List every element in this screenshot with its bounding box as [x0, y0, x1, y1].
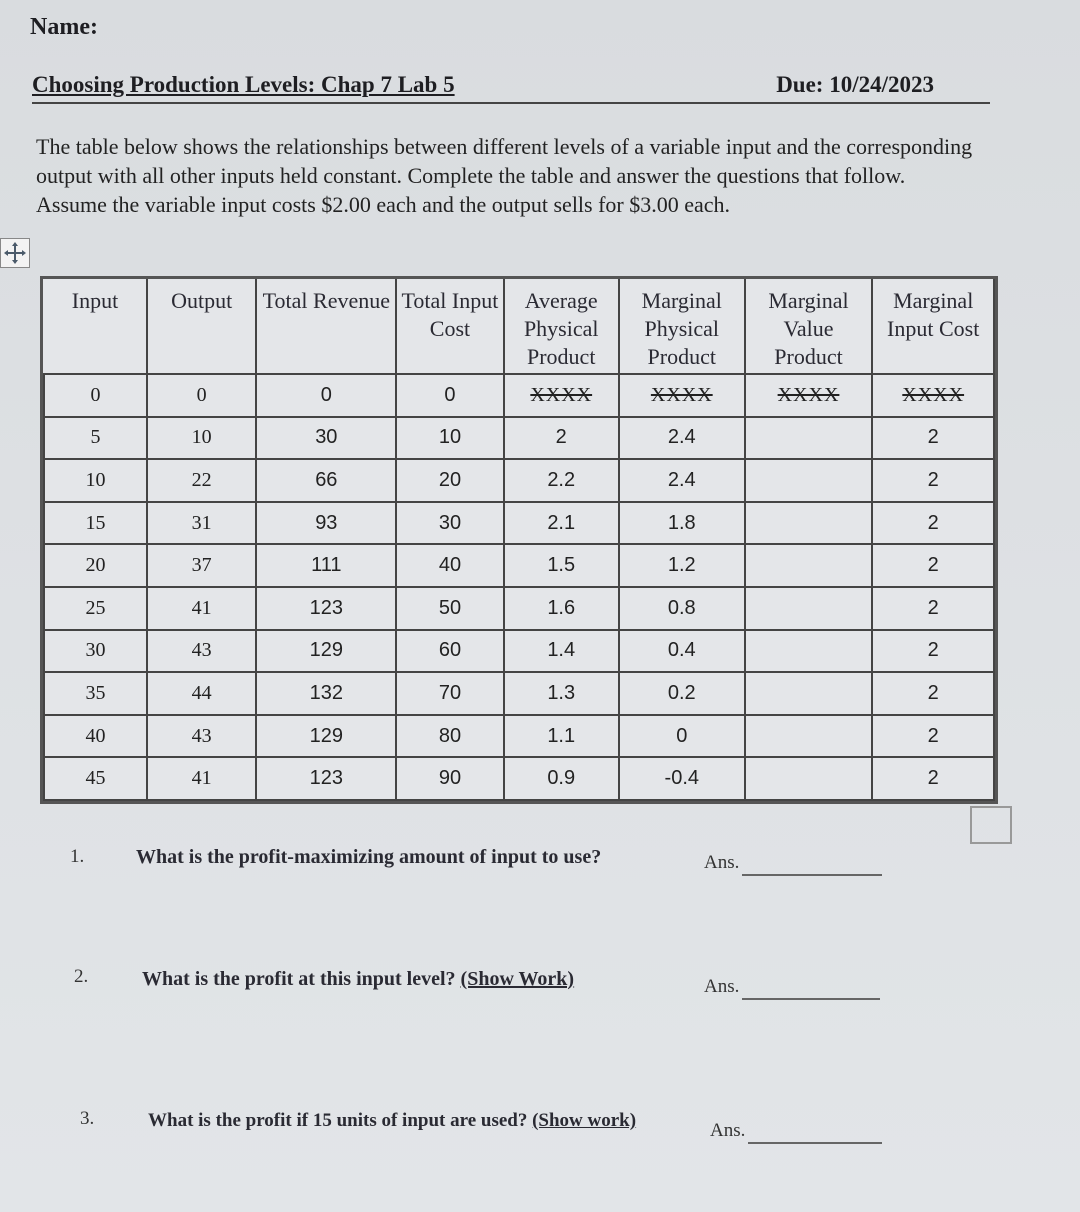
header-row [44, 279, 994, 374]
cell-marginal-input-cost: 2 [872, 587, 994, 630]
table-row [44, 672, 994, 715]
cell-average-physical-product: 2.1 [504, 502, 619, 545]
question-2-text [142, 968, 574, 991]
production-table [43, 279, 995, 801]
cell-average-physical-product: 0.9 [504, 757, 619, 800]
question-3-answer-line[interactable] [748, 1142, 882, 1144]
question-2-ans-label: Ans. [704, 976, 740, 997]
cell-marginal-value-product[interactable] [745, 587, 873, 630]
cell-total-revenue: 30 [256, 417, 396, 460]
question-1-number: 1. [70, 846, 85, 867]
cell-input: 20 [44, 544, 147, 587]
cell-input: 0 [44, 374, 147, 417]
cell-marginal-input-cost: 2 [872, 630, 994, 673]
cell-total-revenue: 123 [256, 757, 396, 800]
cell-marginal-physical-product: 0 [619, 715, 745, 758]
cell-output: 43 [147, 715, 256, 758]
cell-total-input-cost: 60 [396, 630, 503, 673]
name-label: Name: [30, 14, 98, 40]
cell-marginal-input-cost: 2 [872, 672, 994, 715]
question-3-show-work: (Show work) [532, 1110, 637, 1131]
cell-total-input-cost: 10 [396, 417, 503, 460]
move-icon [4, 242, 26, 264]
question-2-show-work: (Show Work) [460, 968, 575, 990]
table-move-handle[interactable] [0, 238, 30, 268]
cell-marginal-value-product[interactable] [745, 715, 873, 758]
cell-marginal-value-product[interactable]: XXXX [745, 374, 873, 417]
question-2-question: What is the profit at this input level? [142, 968, 456, 990]
cell-output: 44 [147, 672, 256, 715]
cell-total-revenue: 129 [256, 630, 396, 673]
cell-total-revenue: 129 [256, 715, 396, 758]
col-header-output: Output [147, 279, 256, 374]
table-row [44, 544, 994, 587]
cell-average-physical-product: 1.5 [504, 544, 619, 587]
question-3-ans-label: Ans. [710, 1120, 746, 1141]
cell-marginal-input-cost: 2 [872, 502, 994, 545]
cell-marginal-physical-product: 2.4 [619, 417, 745, 460]
question-3-text [148, 1110, 636, 1132]
cell-input: 10 [44, 459, 147, 502]
cell-total-revenue: 0 [256, 374, 396, 417]
col-header-average-physical-product: Average Physical Product [504, 279, 619, 374]
table-row [44, 630, 994, 673]
cell-marginal-input-cost: 2 [872, 544, 994, 587]
cell-marginal-physical-product: 2.4 [619, 459, 745, 502]
table-row [44, 374, 994, 417]
cell-output: 10 [147, 417, 256, 460]
table-row [44, 587, 994, 630]
cell-output: 31 [147, 502, 256, 545]
cell-input: 25 [44, 587, 147, 630]
cell-marginal-physical-product: 1.2 [619, 544, 745, 587]
col-header-marginal-value-product: Marginal Value Product [745, 279, 873, 374]
question-1-ans-label: Ans. [704, 852, 740, 873]
cell-marginal-value-product[interactable] [745, 757, 873, 800]
cell-input: 40 [44, 715, 147, 758]
cell-output: 43 [147, 630, 256, 673]
question-3-number: 3. [80, 1108, 95, 1129]
cell-marginal-input-cost: 2 [872, 459, 994, 502]
cell-output: 22 [147, 459, 256, 502]
col-header-total-input-cost: Total Input Cost [396, 279, 503, 374]
question-1-answer-line[interactable] [742, 874, 882, 876]
cell-total-revenue: 93 [256, 502, 396, 545]
cell-marginal-input-cost: 2 [872, 715, 994, 758]
question-2-number: 2. [74, 966, 89, 987]
table-row [44, 757, 994, 800]
cell-total-revenue: 111 [256, 544, 396, 587]
instructions-paragraph: The table below shows the relationships between different levels of a variable input and the corresponding output with all other inputs held constant. Complete the table and answer the questions that follow. Assume the variable input costs $2.00 each and the output sells for $3.00 each. [36, 134, 973, 217]
cell-input: 35 [44, 672, 147, 715]
cell-output: 37 [147, 544, 256, 587]
cell-total-input-cost: 90 [396, 757, 503, 800]
question-1-text: What is the profit-maximizing amount of input to use? [136, 846, 602, 868]
table-row [44, 715, 994, 758]
cell-total-input-cost: 40 [396, 544, 503, 587]
cell-marginal-value-product[interactable] [745, 630, 873, 673]
col-header-marginal-input-cost: Marginal Input Cost [872, 279, 994, 374]
cell-marginal-physical-product: 0.4 [619, 630, 745, 673]
production-table-wrapper [40, 276, 998, 804]
resize-box[interactable] [970, 806, 1012, 844]
cell-marginal-physical-product: 0.8 [619, 587, 745, 630]
cell-marginal-input-cost: XXXX [872, 374, 994, 417]
cell-output: 0 [147, 374, 256, 417]
table-row [44, 417, 994, 460]
title-row [32, 70, 990, 104]
cell-average-physical-product: 1.1 [504, 715, 619, 758]
cell-average-physical-product: 1.6 [504, 587, 619, 630]
cell-marginal-physical-product: 0.2 [619, 672, 745, 715]
cell-average-physical-product: 2.2 [504, 459, 619, 502]
cell-average-physical-product: 1.3 [504, 672, 619, 715]
cell-total-input-cost: 0 [396, 374, 503, 417]
cell-average-physical-product: XXXX [504, 374, 619, 417]
cell-marginal-value-product[interactable] [745, 459, 873, 502]
table-row [44, 502, 994, 545]
cell-total-revenue: 132 [256, 672, 396, 715]
cell-marginal-input-cost: 2 [872, 417, 994, 460]
cell-total-revenue: 123 [256, 587, 396, 630]
col-header-input: Input [44, 279, 147, 374]
cell-total-input-cost: 20 [396, 459, 503, 502]
due-date: Due: 10/24/2023 [776, 72, 934, 97]
cell-total-input-cost: 50 [396, 587, 503, 630]
cell-total-input-cost: 80 [396, 715, 503, 758]
cell-total-input-cost: 30 [396, 502, 503, 545]
col-header-total-revenue: Total Revenue [256, 279, 396, 374]
cell-marginal-physical-product: XXXX [619, 374, 745, 417]
cell-average-physical-product: 2 [504, 417, 619, 460]
cell-average-physical-product: 1.4 [504, 630, 619, 673]
cell-marginal-value-product[interactable] [745, 544, 873, 587]
cell-output: 41 [147, 757, 256, 800]
cell-marginal-input-cost: 2 [872, 757, 994, 800]
cell-marginal-physical-product: -0.4 [619, 757, 745, 800]
col-header-marginal-physical-product: Marginal Physical Product [619, 279, 745, 374]
cell-marginal-physical-product: 1.8 [619, 502, 745, 545]
cell-marginal-value-product[interactable] [745, 502, 873, 545]
cell-output: 41 [147, 587, 256, 630]
worksheet-title: Choosing Production Levels: Chap 7 Lab 5 [32, 72, 455, 97]
question-2-answer-line[interactable] [742, 998, 880, 1000]
cell-marginal-value-product[interactable] [745, 672, 873, 715]
cell-total-input-cost: 70 [396, 672, 503, 715]
cell-input: 5 [44, 417, 147, 460]
cell-marginal-value-product[interactable] [745, 417, 873, 460]
cell-input: 45 [44, 757, 147, 800]
table-row [44, 459, 994, 502]
cell-total-revenue: 66 [256, 459, 396, 502]
question-3-question: What is the profit if 15 units of input are used? [148, 1110, 528, 1131]
cell-input: 30 [44, 630, 147, 673]
cell-input: 15 [44, 502, 147, 545]
